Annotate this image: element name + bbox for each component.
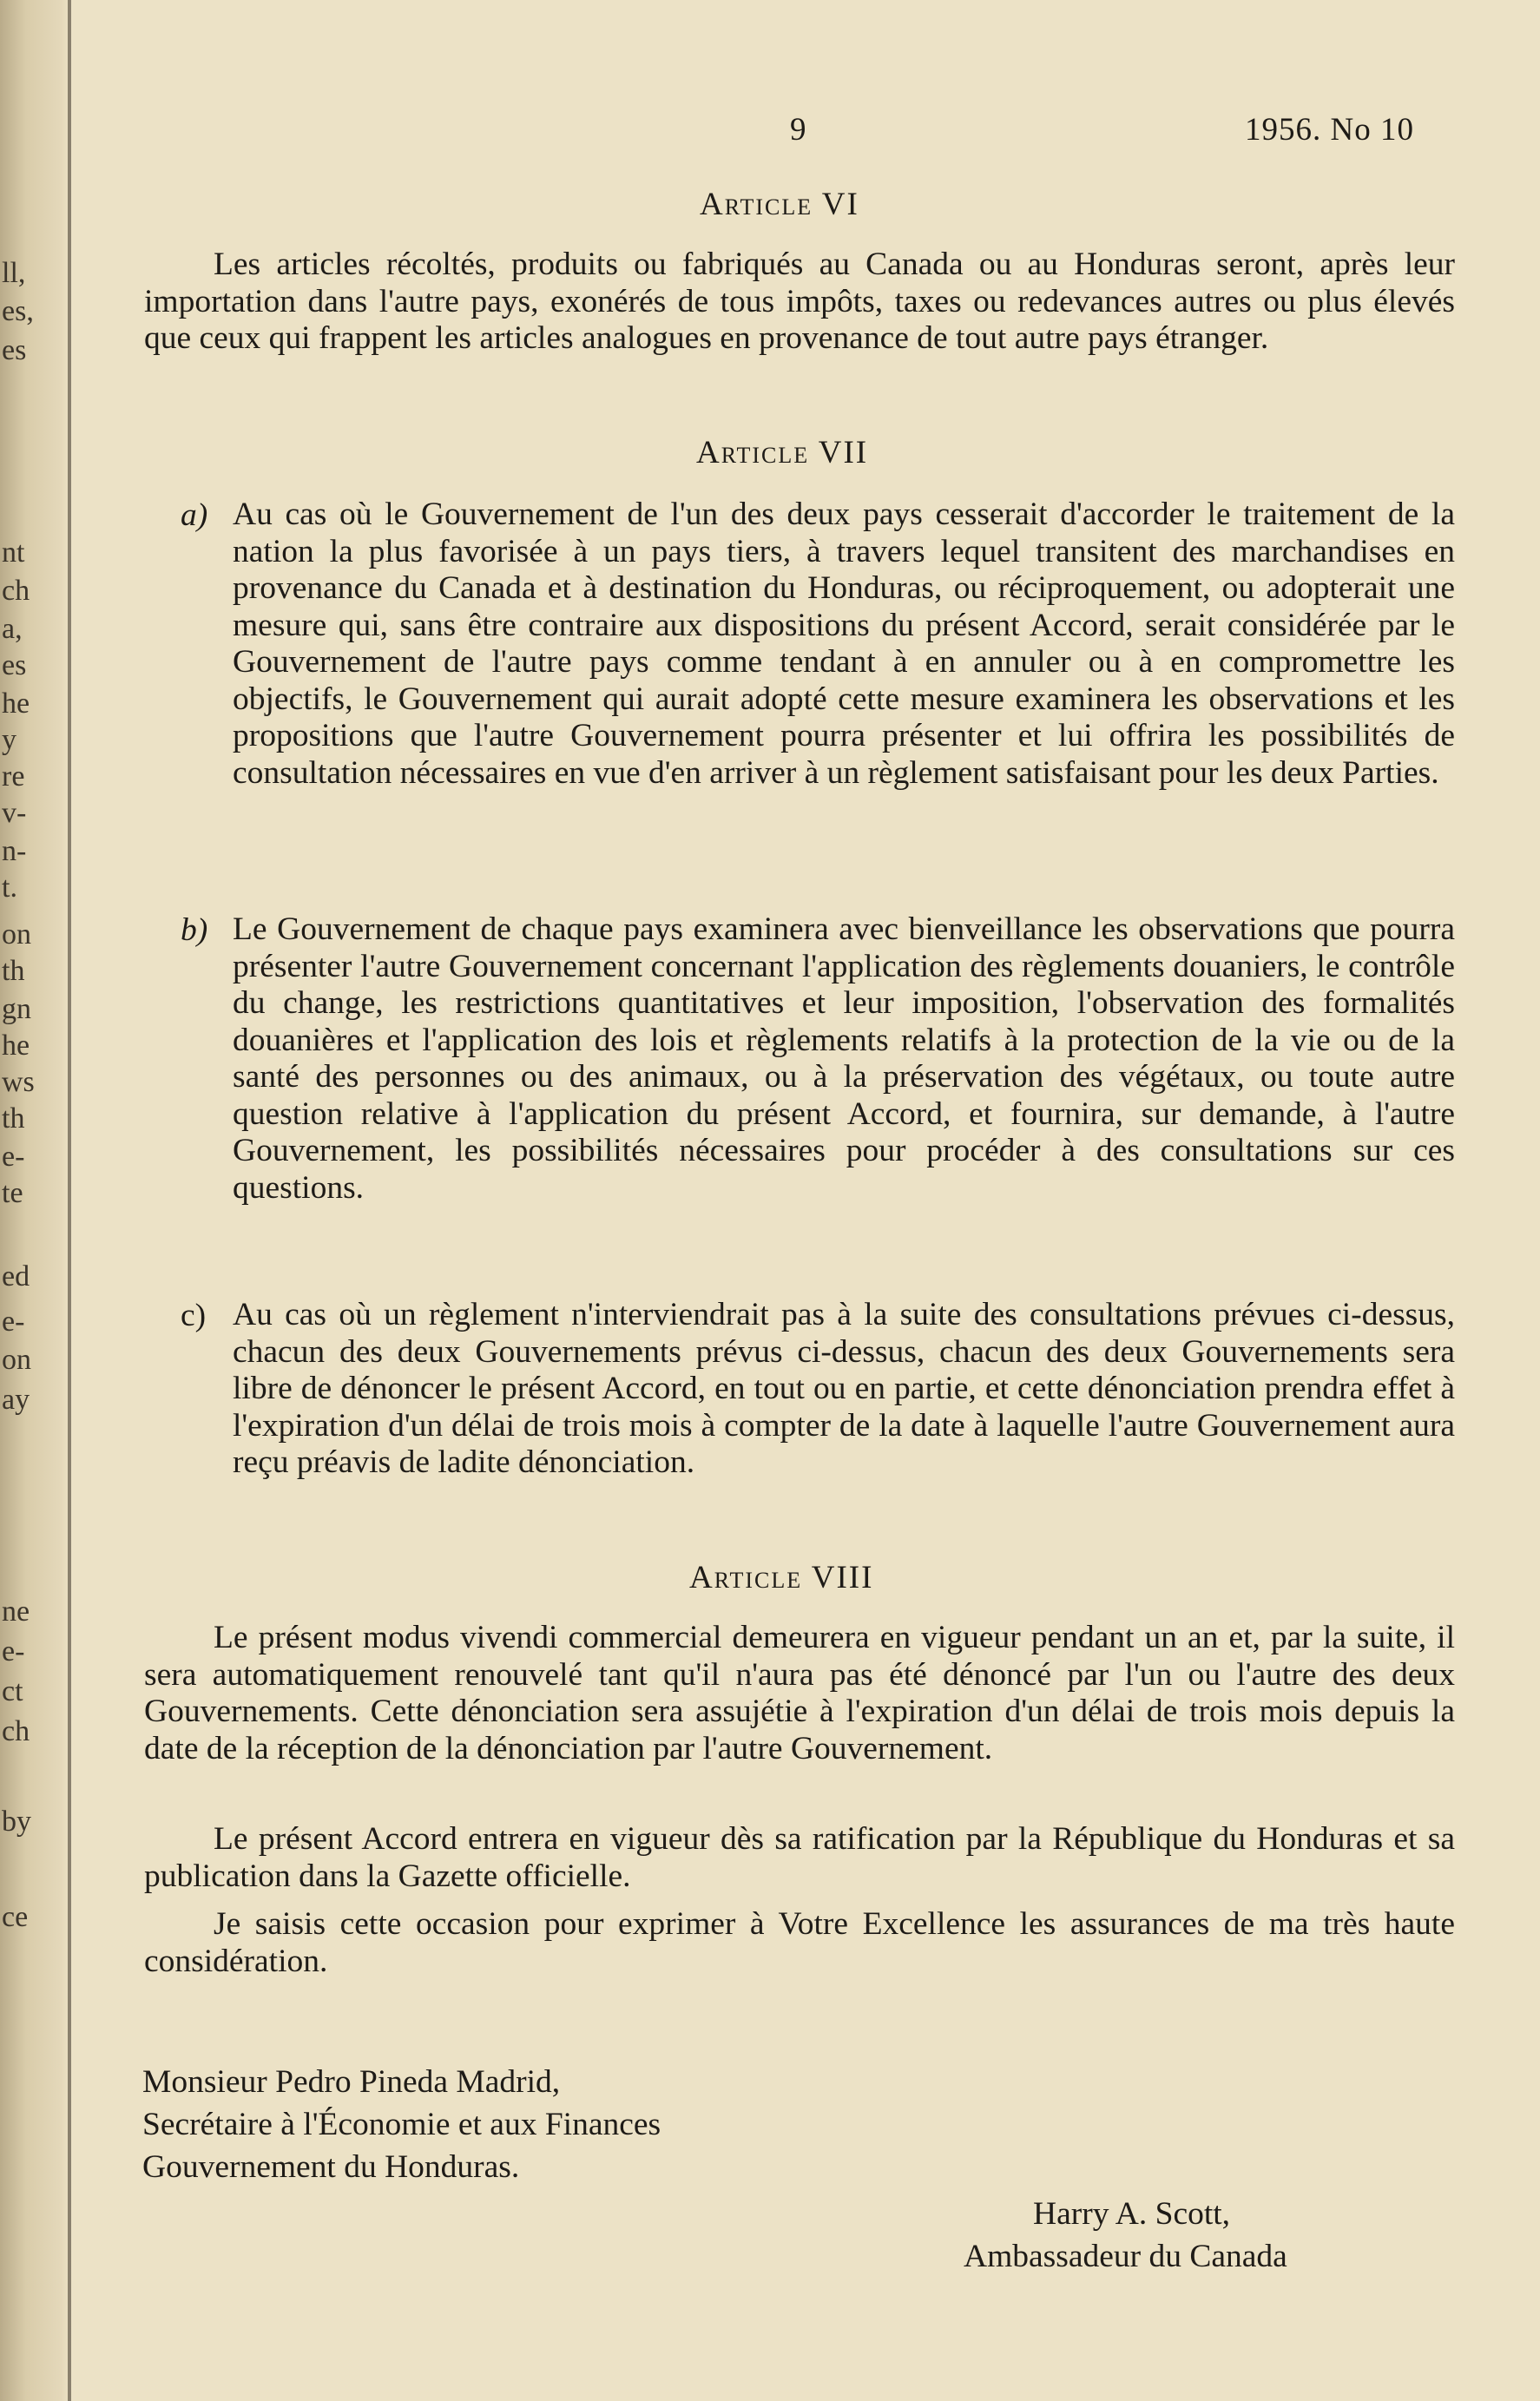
margin-bleed-text: ay (2, 1384, 30, 1416)
margin-bleed-text: ch (2, 1715, 30, 1747)
addressee-line: Monsieur Pedro Pineda Madrid, (142, 2064, 561, 2100)
item-marker: c) (181, 1298, 207, 1333)
margin-bleed-text: e- (2, 1141, 25, 1173)
margin-bleed-text: he (2, 687, 30, 720)
addressee-block (142, 2061, 661, 2188)
article-viii-paragraph-1: Le présent modus vivendi commercial demeurera en vigueur pendant un an et, par la suite, il sera automatiquement renouvelé tant qu'il n'aura pas été dénoncé par l'un ou l'autre des deux Gouvernements. Cette dénonciation sera assujétie à l'expiration d'un délai de trois mois depuis la date de la réception de la dénonciation par l'autre Gouvernement. (144, 1620, 1455, 1766)
margin-bleed-text: ch (2, 575, 30, 607)
margin-bleed-text: n- (2, 835, 27, 867)
article-vii-item-c (181, 1297, 1455, 1482)
margin-bleed-text: es (2, 649, 27, 681)
margin-bleed-text: e- (2, 1635, 25, 1668)
margin-bleed-text: th (2, 955, 25, 987)
margin-bleed-text: ed (2, 1260, 30, 1293)
margin-bleed-text: by (2, 1806, 31, 1838)
margin-bleed-text: v- (2, 797, 27, 829)
article-viii-heading: Article VIII (689, 1560, 874, 1595)
margin-bleed-text: re (2, 760, 25, 793)
item-text: Au cas où un règlement n'interviendrait pas à la suite des consultations prévues ci-dessus, chacun des deux Gouvernements prévus ci-dessus, chacun des deux Gouvernements sera libre de dénoncer le présent Accord, en tout ou en partie, et cette dénonciation prendra effet à l'expiration d'un délai de trois mois à compter de la date à laquelle l'autre Gouvernement aura reçu préavis de ladite dénonciation. (233, 1297, 1455, 1480)
item-text: Le Gouvernement de chaque pays examinera avec bienveillance les observations que pourra présenter l'autre Gouvernement concernant l'application des règlements douaniers, le contrôle du change, les restrictions quantitatives et leur imposition, l'observation des formalités douanières et l'application des lois et règlements relatifs à la protection de la vie ou de la santé des personnes ou des animaux, ou à la préservation des végétaux, ou toute autre question relative à l'application du présent Accord, et fournira, sur demande, à l'autre Gouvernement, les possibilités nécessaires pour procéder à des consultations sur ces questions. (233, 911, 1455, 1206)
margin-bleed-text: nt (2, 536, 25, 569)
margin-bleed-text: te (2, 1177, 23, 1209)
item-marker: a) (181, 497, 208, 533)
margin-bleed-text: a, (2, 613, 23, 645)
signatory-name: Harry A. Scott, (1033, 2196, 1231, 2232)
article-vii-item-a (181, 497, 1455, 792)
margin-bleed-text: ll, (2, 257, 26, 289)
margin-bleed-text: e- (2, 1306, 25, 1338)
margin-bleed-text: ne (2, 1595, 30, 1628)
article-vi-heading: Article VI (700, 187, 859, 222)
signatory-title: Ambassadeur du Canada (964, 2239, 1287, 2274)
article-viii-paragraph-2: Le présent Accord entrera en vigueur dès sa ratification par la République du Honduras et sa publication dans la Gazette officielle. (144, 1821, 1455, 1894)
article-vii-item-b (181, 911, 1455, 1207)
margin-bleed-text: he (2, 1029, 30, 1062)
margin-bleed-text: y (2, 724, 16, 756)
margin-bleed-text: ce (2, 1901, 29, 1933)
margin-bleed-text: th (2, 1102, 25, 1135)
margin-bleed-text: t. (2, 872, 17, 904)
addressee-line: Secrétaire à l'Économie et aux Finances (142, 2107, 661, 2142)
year-number: 1956. No 10 (1245, 112, 1414, 148)
margin-bleed-text: ct (2, 1675, 23, 1707)
addressee-line: Gouvernement du Honduras. (142, 2149, 520, 2185)
margin-bleed-text: on (2, 918, 31, 951)
item-marker: b) (181, 912, 208, 948)
margin-bleed-text: es (2, 334, 27, 366)
item-text: Au cas où le Gouvernement de l'un des deux pays cesserait d'accorder le traitement de la nation la plus favorisée à un pays tiers, à travers lequel transitent des marchandises en provenance du Canada et à destination du Honduras, ou réciproquement, ou adopterait une mesure qui, sans être contraire aux dispositions du présent Accord, serait considérée par le Gouvernement de l'autre pays comme tendant à en annuler ou à en compromettre les objectifs, le Gouvernement qui aurait adopté cette mesure examinera les observations et les propositions que l'autre Gouvernement pourra présenter et lui offrira les possibilités de consultation nécessaires en vue d'en arriver à un règlement satisfaisant pour les deux Parties. (233, 497, 1455, 791)
signature-block (964, 2193, 1287, 2278)
article-viii-paragraph-3: Je saisis cette occasion pour exprimer à Votre Excellence les assurances de ma très haute considération. (144, 1906, 1455, 1979)
article-vii-heading: Article VII (696, 435, 869, 470)
margin-bleed-text: gn (2, 993, 31, 1025)
margin-bleed-text: ws (2, 1066, 35, 1098)
margin-bleed-text: es, (2, 295, 34, 327)
page-fold-line (68, 0, 71, 2401)
page-number: 9 (790, 112, 807, 148)
article-vi-paragraph: Les articles récoltés, produits ou fabriqués au Canada ou au Honduras seront, après leur importation dans l'autre pays, exonérés de tous impôts, taxes ou redevances autres ou plus élevés que ceux qui frappent les articles analogues en provenance de tout autre pays étranger. (144, 247, 1455, 356)
margin-bleed-text: on (2, 1344, 31, 1376)
